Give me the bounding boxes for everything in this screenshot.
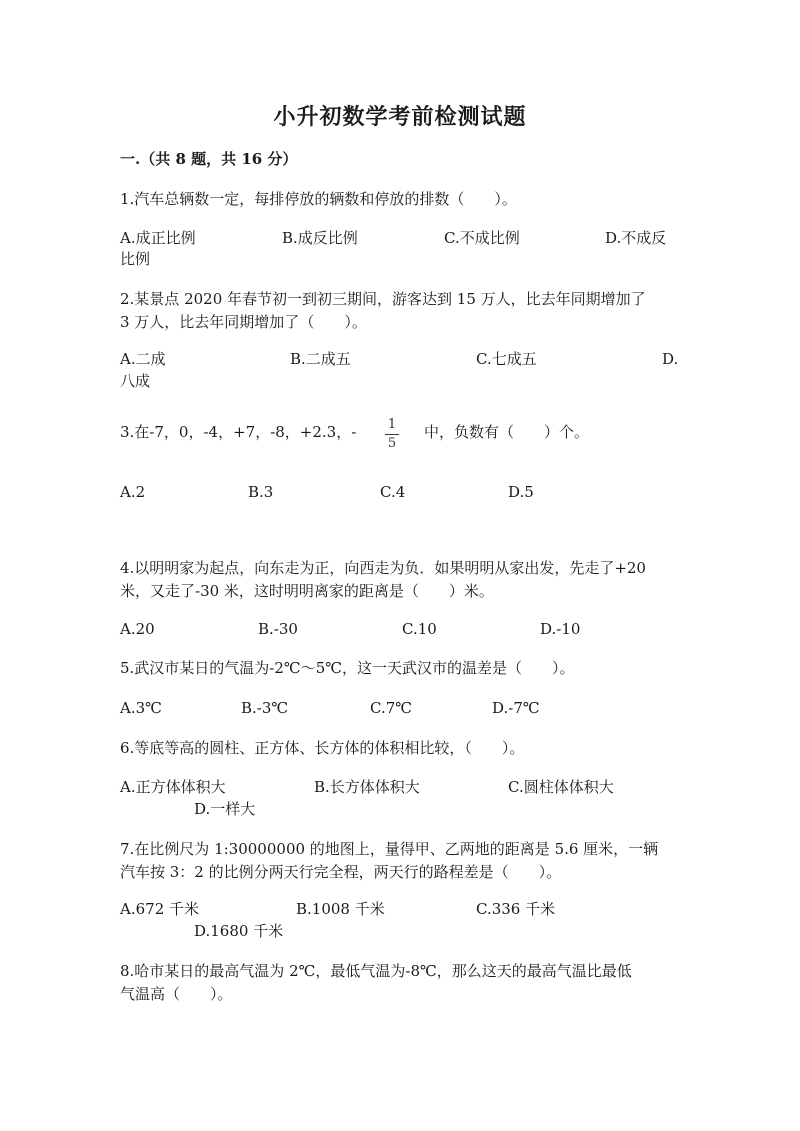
- question-4-option-d: D.-10: [540, 620, 581, 638]
- question-1-option-d: D.不成反: [605, 229, 667, 247]
- question-2-option-a: A.二成: [120, 350, 166, 368]
- question-7-option-b: B.1008 千米: [296, 900, 385, 918]
- question-6-option-c: C.圆柱体体积大: [508, 778, 614, 796]
- question-2-option-b: B.二成五: [290, 350, 351, 368]
- fraction-numerator: 1: [387, 417, 397, 432]
- question-4-stem-line-2: 米，又走了-30 米，这时明明离家的距离是（ ）米。: [120, 582, 494, 600]
- question-4-option-a: A.20: [120, 620, 155, 638]
- question-3-option-d: D.5: [508, 483, 534, 501]
- question-5-option-c: C.7℃: [370, 699, 413, 717]
- question-6-stem: 6.等底等高的圆柱、正方体、长方体的体积相比较，（ ）。: [120, 739, 525, 757]
- question-1-option-b: B.成反比例: [282, 229, 358, 247]
- question-5-option-d: D.-7℃: [492, 699, 540, 717]
- question-1-option-d-continued: 比例: [120, 250, 151, 268]
- question-3-stem-part-1: 3.在-7，0，-4，+7，-8，+2.3，-: [120, 423, 357, 441]
- question-3-stem-part-2: 中，负数有（ ）个。: [424, 423, 590, 441]
- question-6-option-b: B.长方体体积大: [314, 778, 420, 796]
- question-2-stem-line-1: 2.某景点 2020 年春节初一到初三期间，游客达到 15 万人，比去年同期增加了: [120, 290, 646, 308]
- question-4-option-b: B.-30: [258, 620, 298, 638]
- question-7-option-c: C.336 千米: [476, 900, 556, 918]
- question-7-stem-line-1: 7.在比例尺为 1:30000000 的地图上，量得甲、乙两地的距离是 5.6 厘米，一辆: [120, 840, 659, 858]
- question-3-option-b: B.3: [248, 483, 274, 501]
- question-2-option-d: D.: [662, 350, 679, 368]
- question-6-option-d: D.一样大: [194, 800, 256, 818]
- question-4-option-c: C.10: [402, 620, 437, 638]
- question-5-option-b: B.-3℃: [241, 699, 289, 717]
- section-heading: 一.（共 8 题，共 16 分）: [120, 150, 298, 168]
- question-6-option-a: A.正方体体积大: [120, 778, 226, 796]
- fraction-denominator: 5: [387, 436, 397, 451]
- question-8-stem-line-2: 气温高（ ）。: [120, 985, 233, 1003]
- fraction-bar: [385, 434, 399, 435]
- question-7-option-a: A.672 千米: [120, 900, 199, 918]
- question-3-option-c: C.4: [380, 483, 406, 501]
- fraction-one-fifth: [385, 418, 399, 451]
- question-2-option-d-continued: 八成: [120, 372, 151, 390]
- question-8-stem-line-1: 8.哈市某日的最高气温为 2℃，最低气温为-8℃，那么这天的最高气温比最低: [120, 962, 632, 980]
- question-5-option-a: A.3℃: [120, 699, 162, 717]
- question-5-stem: 5.武汉市某日的气温为-2℃～5℃，这一天武汉市的温差是（ ）。: [120, 659, 575, 677]
- question-7-option-d: D.1680 千米: [194, 922, 284, 940]
- question-2-option-c: C.七成五: [476, 350, 537, 368]
- question-4-stem-line-1: 4.以明明家为起点，向东走为正，向西走为负．如果明明从家出发，先走了+20: [120, 559, 646, 577]
- question-1-option-a: A.成正比例: [120, 229, 196, 247]
- question-1-option-c: C.不成比例: [444, 229, 520, 247]
- question-3-option-a: A.2: [120, 483, 146, 501]
- question-7-stem-line-2: 汽车按 3：2 的比例分两天行完全程，两天行的路程差是（ ）。: [120, 863, 562, 881]
- question-1-stem: 1.汽车总辆数一定，每排停放的辆数和停放的排数（ ）。: [120, 190, 517, 208]
- page-title: 小升初数学考前检测试题: [273, 104, 527, 130]
- question-2-stem-line-2: 3 万人，比去年同期增加了（ ）。: [120, 313, 367, 331]
